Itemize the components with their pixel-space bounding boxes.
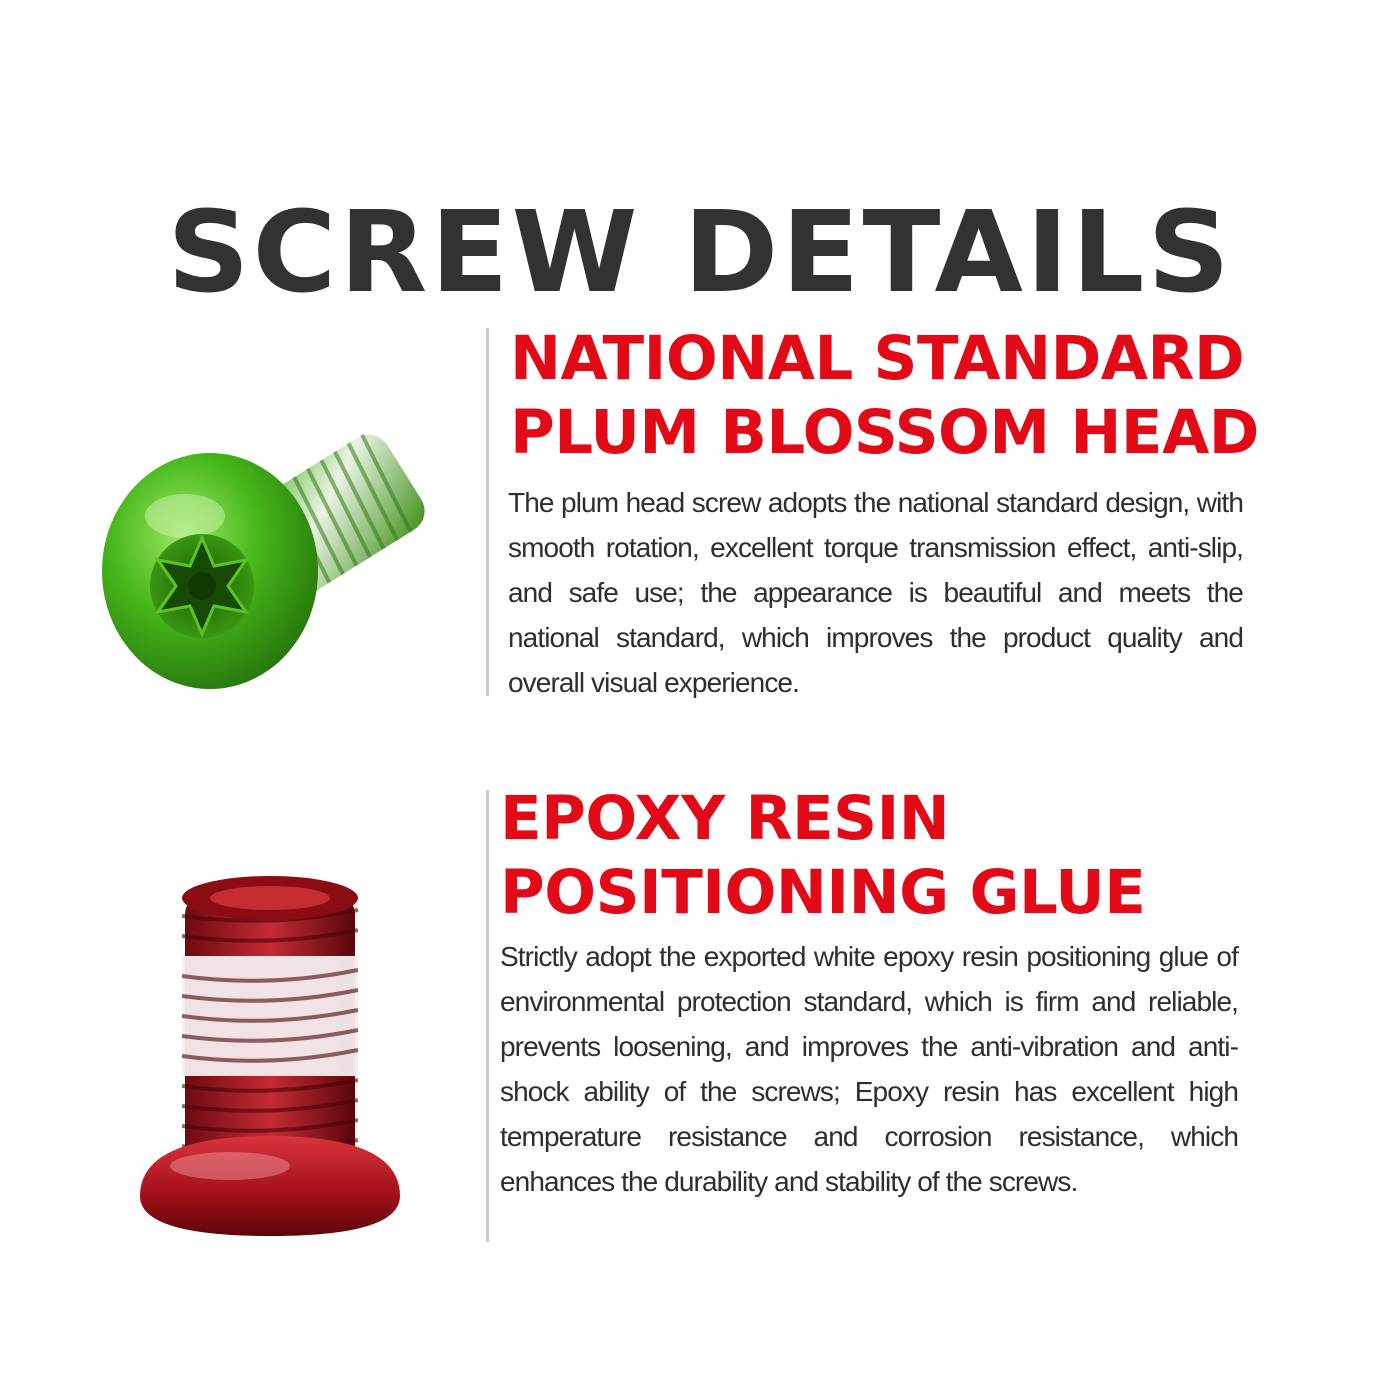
section-heading	[500, 782, 1145, 930]
section-epoxy-resin	[0, 783, 1400, 1246]
red-screw-image	[120, 836, 460, 1256]
section-heading-line: PLUM BLOSSOM HEAD	[510, 397, 1259, 468]
section-description: Strictly adopt the exported white epoxy resin positioning glue of environmental protection standard, which is firm and reliable, prevents loosening, and improves the anti-vibration and anti-shock ability of the screws; Epoxy resin has excellent high temperature resistance and corrosion resistance, which enhances the durability and stability of the screws.	[500, 941, 1238, 1197]
section-heading-line: POSITIONING GLUE	[500, 857, 1146, 928]
section-description: The plum head screw adopts the national standard design, with smooth rotation, excellent torque transmission effect, anti-slip, and safe use; the appearance is beautiful and meets the national standard, which improves the product quality and overall visual experience.	[508, 487, 1243, 698]
section-heading-line: NATIONAL STANDARD	[510, 323, 1245, 394]
section-divider	[486, 790, 489, 1242]
section-divider	[486, 328, 489, 696]
section-plum-blossom-head	[0, 322, 1400, 702]
section-heading-line: EPOXY RESIN	[500, 783, 950, 854]
green-torx-screw-image	[90, 376, 450, 696]
section-heading	[510, 322, 1259, 470]
page-title: SCREW DETAILS	[167, 188, 1233, 319]
